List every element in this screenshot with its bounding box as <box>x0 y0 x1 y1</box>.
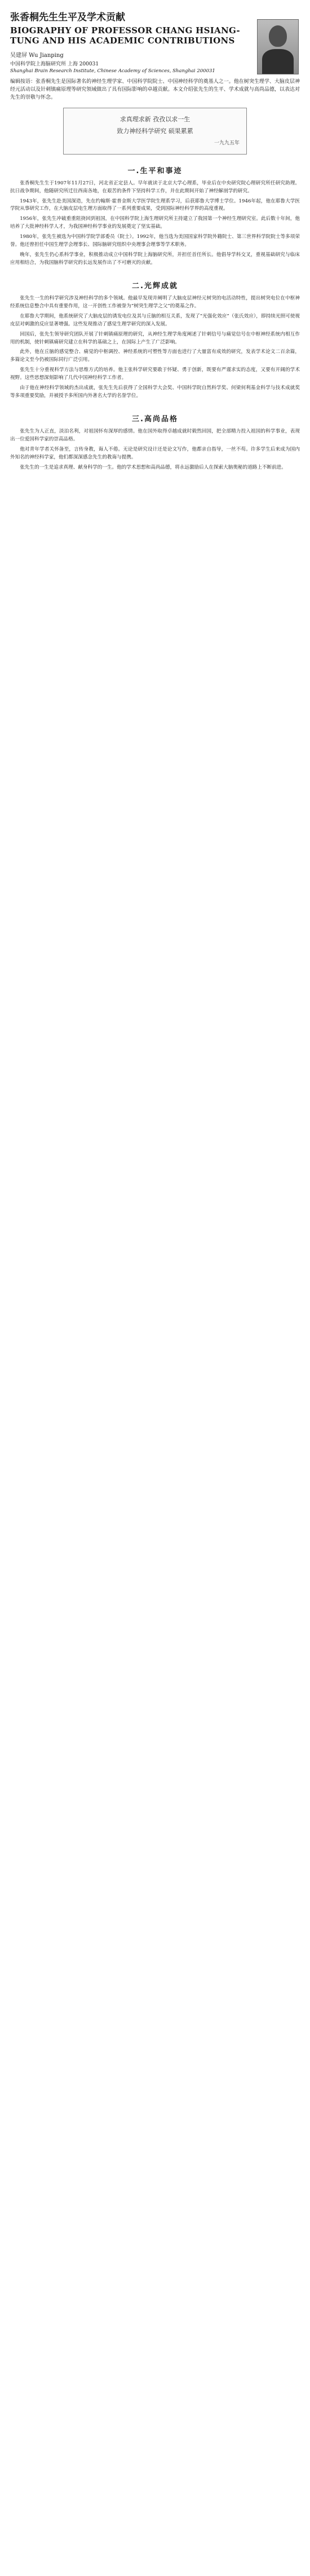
affiliation-cn: 中国科学院上海脑研究所 上海 200031 <box>10 61 99 67</box>
section-heading-character: 三.高尚品格 <box>132 414 178 424</box>
author-name: 吴建屏 Wu Jianping <box>10 52 64 59</box>
calligraphy-line-1: 求真理求新 孜孜以求一生 <box>119 115 191 123</box>
section-achievements-body <box>10 295 300 403</box>
section-heading-achievements: 二.光辉成就 <box>132 281 178 290</box>
article-title-en: BIOGRAPHY OF PROFESSOR CHANG HSIANG-TUNG AND HIS ACADEMIC CONTRIBUTIONS <box>10 25 240 46</box>
calligraphy-inscription <box>63 108 247 155</box>
portrait-body <box>262 49 294 74</box>
calligraphy-line-2: 致力神经科学研究 硕果累累 <box>117 127 193 135</box>
portrait-photo <box>257 19 299 74</box>
section-life-body <box>10 180 300 270</box>
paragraph: 张先生十分重视科学方法与思维方式的培养。他主张科学研究要敢于怀疑、勇于创新，既要有严谨求实的态度，又要有开阔的学术视野。这些思想深刻影响了几代中国神经科学工作者。 <box>10 367 300 381</box>
calligraphy-signature: 一九九五年 <box>214 140 240 146</box>
portrait-head <box>269 25 287 47</box>
paragraph: 晚年，张先生仍心系科学事业，积极推动成立中国科学院上海脑研究所，并担任首任所长。他倡导学科交叉，重视基础研究与临床应用相结合，为我国脑科学研究的长远发展作出了不可磨灭的贡献。 <box>10 252 300 266</box>
paragraph: 在耶鲁大学期间，他系统研究了大脑皮层的诱发电位及其与丘脑的相互关系，发现了“光强化效应”（张氏效应），即持续光照可使视皮层对刺激的反应显著增强。这些发现推动了感觉生理学研究的深入发展。 <box>10 313 300 327</box>
article-title-cn: 张香桐先生生平及学术贡献 <box>10 12 125 23</box>
affiliation-en: Shanghai Brain Research Institute, Chinese Academy of Sciences, Shanghai 200031 <box>10 68 215 74</box>
paragraph: 张先生的一生是追求真理、献身科学的一生。他的学术思想和高尚品德，将永远激励后人在探索大脑奥秘的道路上不断前进。 <box>20 464 286 470</box>
paragraph: 1980年，张先生被选为中国科学院学部委员（院士）。1992年，他当选为美国国家科学院外籍院士、第三世界科学院院士等多项荣誉。他还曾担任中国生理学会理事长、国际脑研究组织中央理事会理事等学术职务。 <box>10 234 300 248</box>
section-heading-life: 一.生平和事迹 <box>127 166 183 175</box>
paragraph: 1956年，张先生冲破重重阻挠回到祖国，在中国科学院上海生理研究所主持建立了我国第一个神经生理研究室。此后数十年间，他培养了大批神经科学人才，为我国神经科学事业的发展奠定了坚实基础。 <box>10 216 300 230</box>
paragraph: 张先生一生的科学研究涉及神经科学的多个领域。他最早发现并阐明了大脑皮层神经元树突的电活动特性，提出树突电位在中枢神经系统信息整合中具有重要作用，这一开创性工作被誉为“树突生理学之父”的奠基之作。 <box>10 295 300 309</box>
paragraph: 1943年，张先生赴美国深造，先在约翰斯·霍普金斯大学医学院生理系学习，后获耶鲁大学博士学位。1946年起，他在耶鲁大学医学院从事研究工作，在大脑皮层电生理方面取得了一系列重要成果，受到国际神经科学界的高度重视。 <box>10 198 300 212</box>
paragraph: 由于他在神经科学领域的杰出成就，张先生先后获得了全国科学大会奖、中国科学院自然科学奖、何梁何利基金科学与技术成就奖等多项重要奖励，并被授予多所国内外著名大学的名誉学位。 <box>10 385 300 399</box>
section-character-body <box>10 428 300 474</box>
paragraph: 张先生为人正直，淡泊名利，对祖国怀有深厚的感情。他在国外取得卓越成就时毅然回国，把全部精力投入祖国的科学事业，表现出一位爱国科学家的崇高品格。 <box>10 428 300 442</box>
paragraph: 他对青年学者关怀备至，言传身教，诲人不倦。无论是研究设计还是论文写作，他都亲自指导，一丝不苟。许多学生后来成为国内外知名的神经科学家，他们都深深感念先生的教诲与提携。 <box>10 446 300 460</box>
paragraph: 张香桐先生生于1907年11月27日，河北省正定县人。早年就读于北京大学心理系，毕业后在中央研究院心理研究所任研究助理。抗日战争期间，他随研究所迁往西南各地，在艰苦的条件下坚持科学工作，并在此期间开始了神经解剖学的研究。 <box>10 180 300 194</box>
paragraph: 回国后，张先生领导研究团队开展了针刺镇痛原理的研究，从神经生理学角度阐述了针刺信号与痛觉信号在中枢神经系统内相互作用的机制，使针刺镇痛研究建立在科学的基础之上，在国际上产生了广泛影响。 <box>10 331 300 345</box>
paragraph: 此外，他在丘脑的感觉整合、痛觉的中枢调控、神经系统的可塑性等方面也进行了大量富有成效的研究，发表学术论文二百余篇，多篇论文至今仍被国际同行广泛引用。 <box>10 349 300 363</box>
editor-note: 编辑按语：张香桐先生是国际著名的神经生理学家、中国科学院院士、中国神经科学的奠基人之一。他在树突生理学、大脑皮层神经元活动以及针刺镇痛原理等研究领域做出了具有国际影响的卓越贡献。本文介绍张先生的生平、学术成就与高尚品德，以表达对先生的崇敬与怀念。 <box>10 79 300 100</box>
